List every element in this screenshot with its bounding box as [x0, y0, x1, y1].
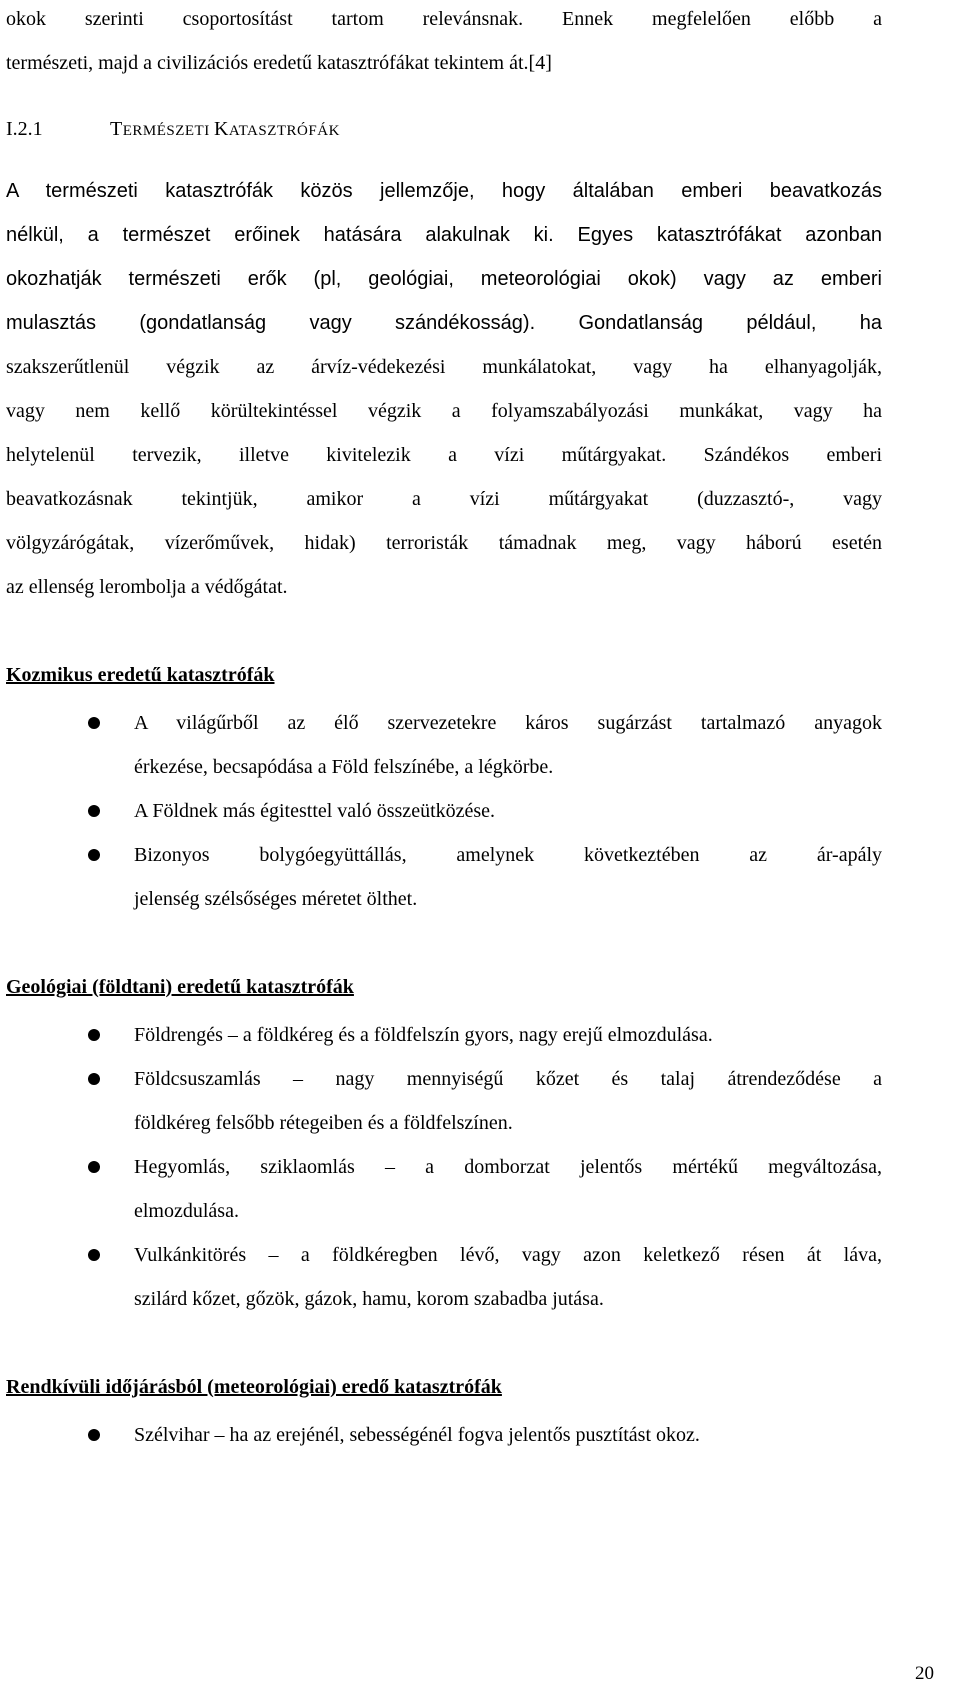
list-item-line: Szélvihar – ha az erejénél, sebességénél fogva jelentős pusztítást okoz.: [134, 1424, 700, 1446]
bullet-icon: [88, 1161, 100, 1173]
list-item-line: érkezése, becsapódása a Föld felszínébe, a légkörbe.: [134, 756, 554, 778]
paragraph-line: völgyzárógátak, vízerőművek, hidak) terroristák támadnak meg, vagy háború esetén: [6, 532, 882, 554]
bullet-icon: [88, 805, 100, 817]
intro-line-2: természeti, majd a civilizációs eredetű katasztrófákat tekintem át.[4]: [6, 52, 552, 74]
list-item-line: jelenség szélsőséges méretet ölthet.: [134, 888, 418, 910]
section-title: [110, 114, 340, 146]
paragraph-line: A természeti katasztrófák közös jellemzője, hogy általában emberi beavatkozás: [6, 180, 882, 202]
intro-line-1: okok szerinti csoportosítást tartom relevánsnak. Ennek megfelelően előbb a: [6, 8, 882, 30]
section-title-rest-2: ATASZTRÓFÁK: [228, 123, 340, 139]
paragraph-line: mulasztás (gondatlanság vagy szándékosság). Gondatlanság például, ha: [6, 312, 882, 334]
list-item-line: szilárd kőzet, gőzök, gázok, hamu, korom szabadba jutása.: [134, 1288, 604, 1310]
section-number: I.2.1: [6, 118, 43, 140]
bullet-icon: [88, 1073, 100, 1085]
list-item-line: elmozdulása.: [134, 1200, 239, 1222]
bullet-icon: [88, 1429, 100, 1441]
bullet-icon: [88, 1249, 100, 1261]
paragraph-line: szakszerűtlenül végzik az árvíz-védekezési munkálatokat, vagy ha elhanyagolják,: [6, 356, 882, 378]
bullet-icon: [88, 849, 100, 861]
list-item-line: Földcsuszamlás – nagy mennyiségű kőzet és talaj átrendeződése a: [134, 1068, 882, 1090]
list-item-line: A Földnek más égitesttel való összeütközése.: [134, 800, 496, 822]
section-title-initial-1: T: [110, 118, 123, 140]
section-title-rest-1: ERMÉSZETI: [122, 123, 214, 139]
section-title-initial-2: K: [213, 118, 229, 140]
paragraph-line: helytelenül tervezik, illetve kivitelezik a vízi műtárgyakat. Szándékos emberi: [6, 444, 882, 466]
paragraph-line: okozhatják természeti erők (pl, geológiai, meteorológiai okok) vagy az emberi: [6, 268, 882, 290]
list-item-line: földkéreg felsőbb rétegeiben és a földfelszínen.: [134, 1112, 513, 1134]
list-item-line: Bizonyos bolygóegyüttállás, amelynek következtében az ár-apály: [134, 844, 882, 866]
paragraph-line: beavatkozásnak tekintjük, amikor a vízi műtárgyakat (duzzasztó-, vagy: [6, 488, 882, 510]
heading-geological: Geológiai (földtani) eredetű katasztrófák: [6, 976, 354, 998]
bullet-icon: [88, 1029, 100, 1041]
paragraph-line: nélkül, a természet erőinek hatására alakulnak ki. Egyes katasztrófákat azonban: [6, 224, 882, 246]
paragraph-line: vagy nem kellő körültekintéssel végzik a folyamszabályozási munkákat, vagy ha: [6, 400, 882, 422]
bullet-icon: [88, 717, 100, 729]
list-item-line: Földrengés – a földkéreg és a földfelszín gyors, nagy erejű elmozdulása.: [134, 1024, 713, 1046]
list-item-line: A világűrből az élő szervezetekre káros sugárzást tartalmazó anyagok: [134, 712, 882, 734]
heading-cosmic: Kozmikus eredetű katasztrófák: [6, 664, 275, 686]
list-item-line: Vulkánkitörés – a földkéregben lévő, vagy azon keletkező résen át láva,: [134, 1244, 882, 1266]
heading-meteorological: Rendkívüli időjárásból (meteorológiai) eredő katasztrófák: [6, 1376, 502, 1398]
page-number: 20: [915, 1663, 934, 1684]
paragraph-line: az ellenség lerombolja a védőgátat.: [6, 576, 288, 598]
list-item-line: Hegyomlás, sziklaomlás – a domborzat jelentős mértékű megváltozása,: [134, 1156, 882, 1178]
